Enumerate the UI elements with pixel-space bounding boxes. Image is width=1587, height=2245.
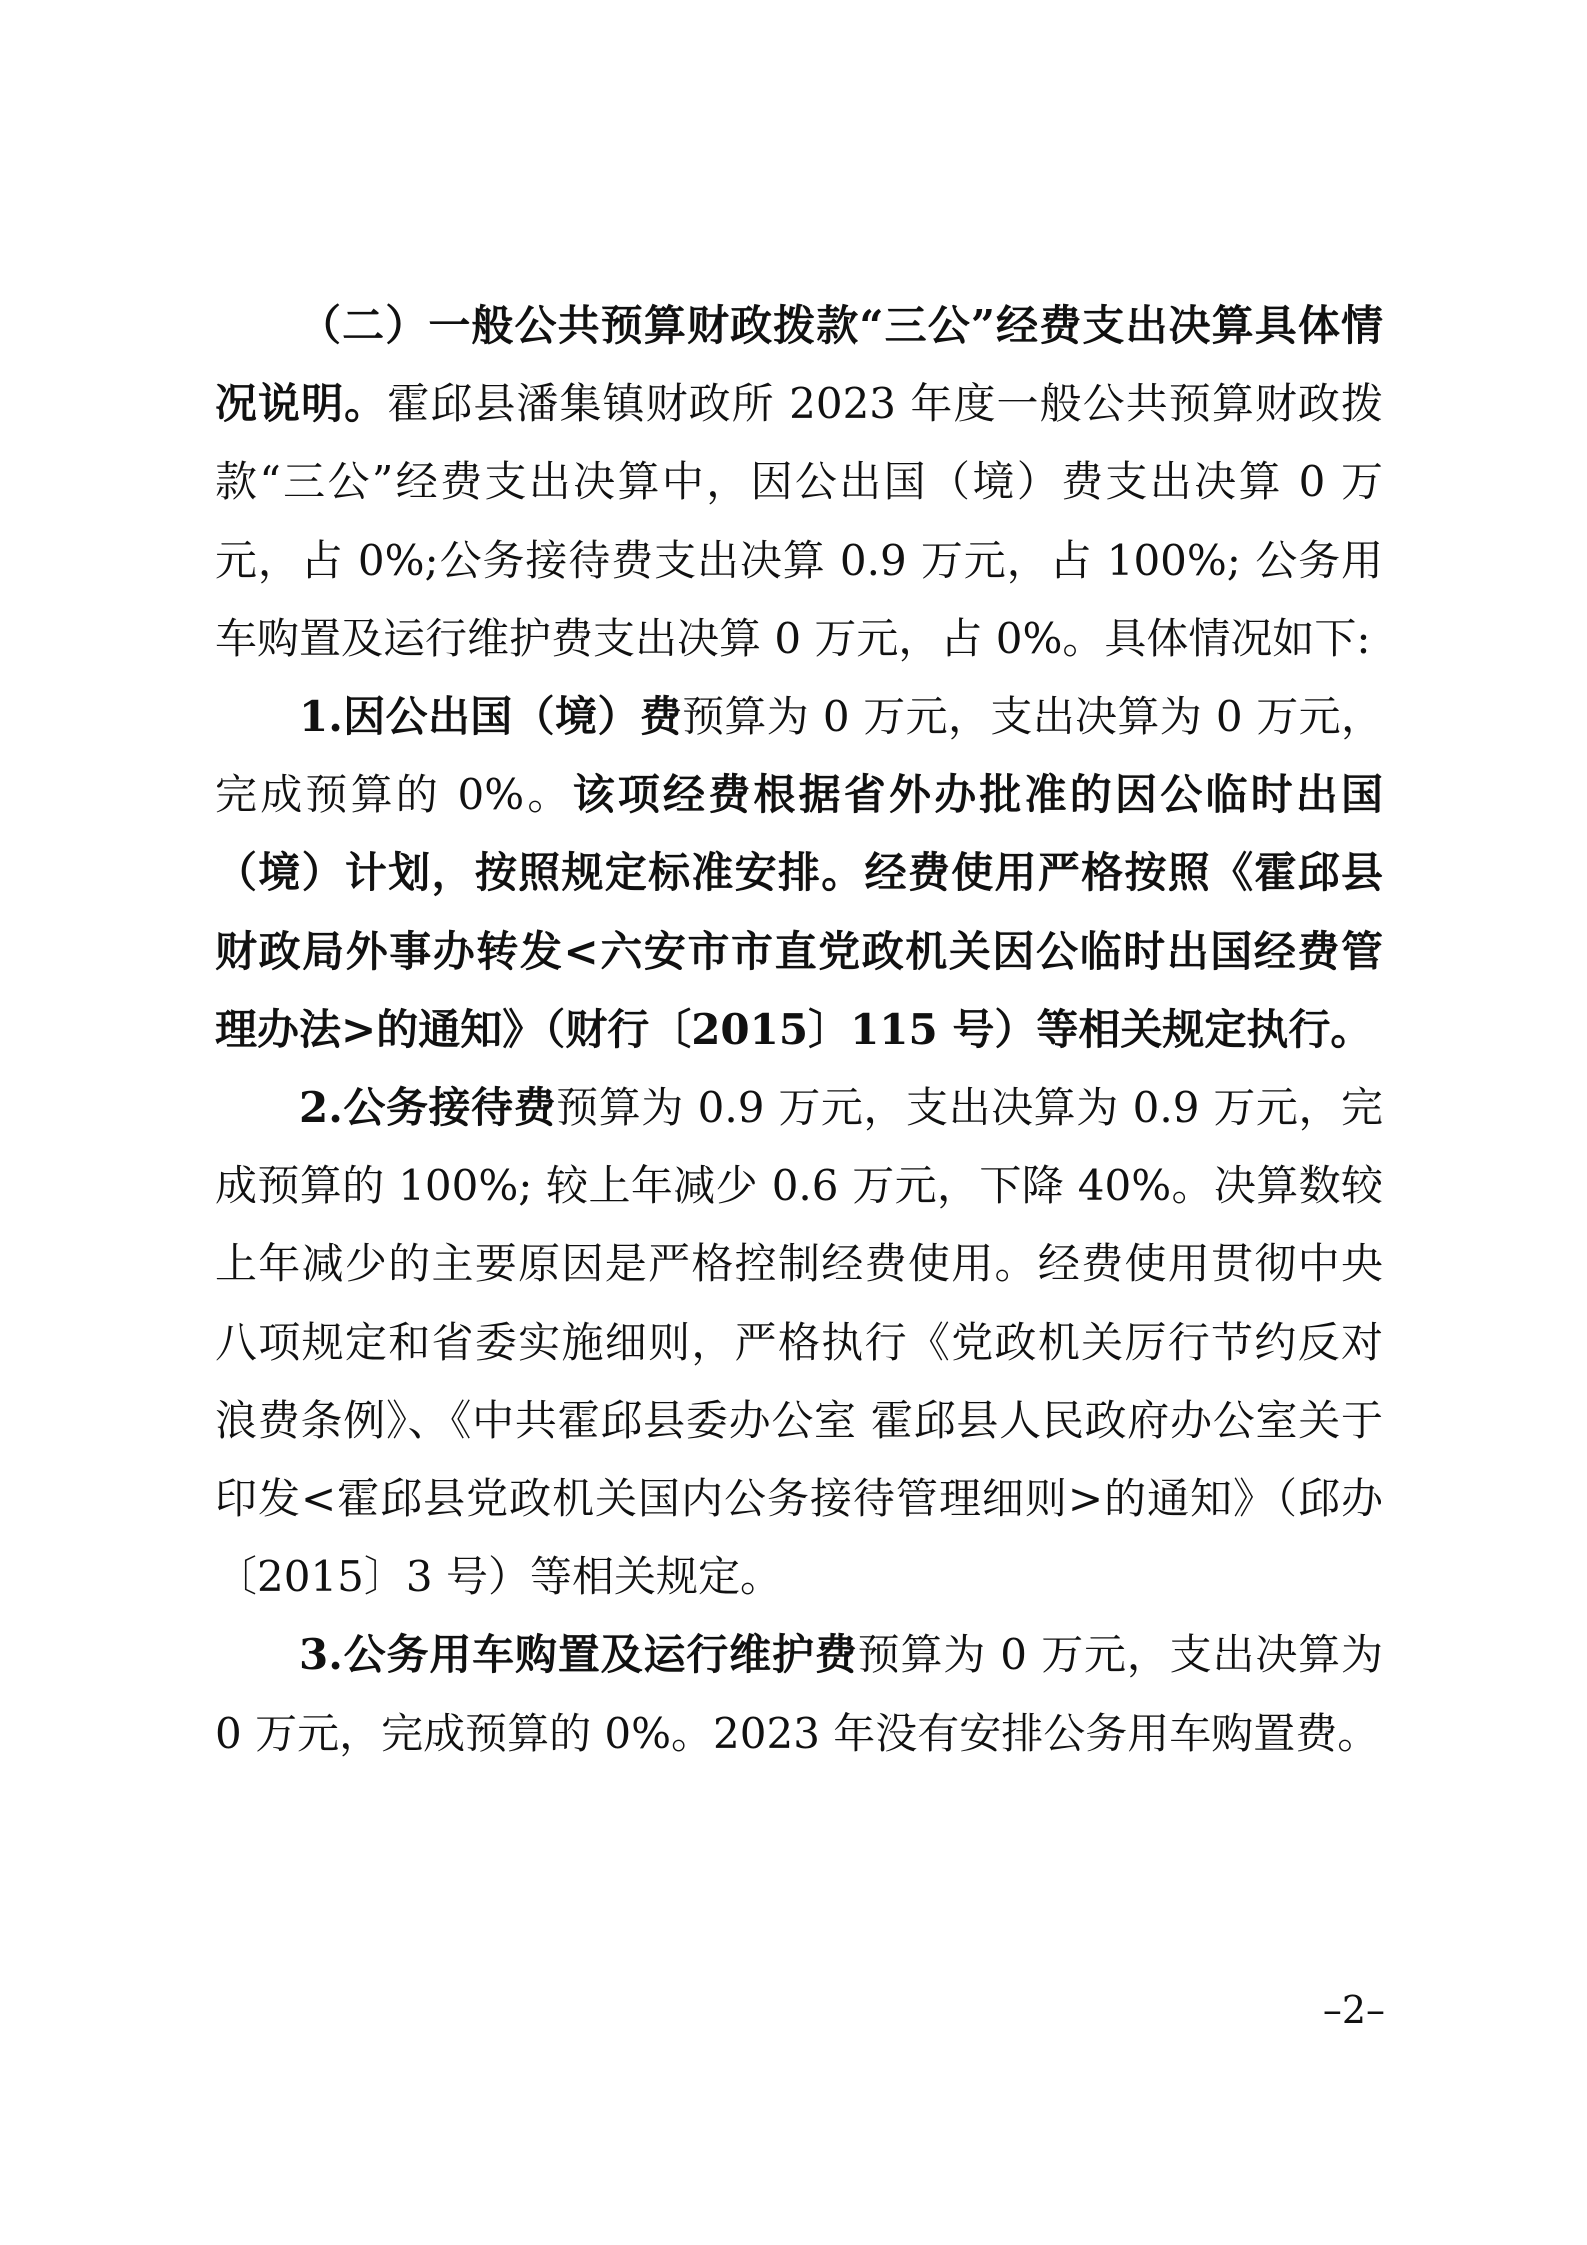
paragraph-official-vehicles (215, 1616, 1383, 1772)
page-number: –2– (1322, 1988, 1385, 2032)
section-heading: （二）一般公共预算财政拨款“三公”经费支出决算具体情况说明。 (215, 301, 1383, 429)
overseas-travel-policy-text: 该项经费根据省外办批准的因公临时出国（境）计划，按照规定标准安排。经费使用严格按照《霍邱县财政局外事办转发<六安市市直党政机关因公临时出国经费管理办法>的通知》（财行〔2015〕115 号）等相关规定执行。 (215, 770, 1383, 1054)
paragraph-overseas-travel (215, 678, 1383, 1069)
item-heading-official-reception: 2.公务接待费 (299, 1083, 557, 1133)
summary-text: 霍邱县潘集镇财政所 2023 年度一般公共预算财政拨款“三公”经费支出决算中，因公出国（境）费支出决算 0 万元，占 0%;公务接待费支出决算 0.9 万元，占 100%; 公务用车购置及运行维护费支出决算 0 万元，占 0%。具体情况如下: (215, 379, 1383, 663)
item-heading-overseas-travel: 1.因公出国（境）费 (299, 692, 683, 742)
official-reception-text: 预算为 0.9 万元，支出决算为 0.9 万元，完成预算的 100%; 较上年减少 0.6 万元，下降 40%。决算数较上年减少的主要原因是严格控制经费使用。经费使用贯彻中央八项规定和省委实施细则，严格执行《党政机关厉行节约反对浪费条例》、《中共霍邱县委办公室 霍邱县人民政府办公室关于印发<霍邱县党政机关国内公务接待管理细则>的通知》（邱办〔2015〕3 号）等相关规定。 (215, 1083, 1383, 1602)
document-body (215, 287, 1383, 1773)
item-heading-official-vehicles: 3.公务用车购置及运行维护费 (299, 1630, 858, 1680)
paragraph-three-public-expenses-summary (215, 287, 1383, 678)
paragraph-official-reception (215, 1069, 1383, 1616)
overseas-travel-budget-text: 预算为 0 万元，支出决算为 0 万元，完成预算的 0%。 (215, 692, 1383, 820)
official-vehicles-text: 预算为 0 万元，支出决算为 0 万元，完成预算的 0%。2023 年没有安排公务用车购置费。 (215, 1630, 1383, 1758)
